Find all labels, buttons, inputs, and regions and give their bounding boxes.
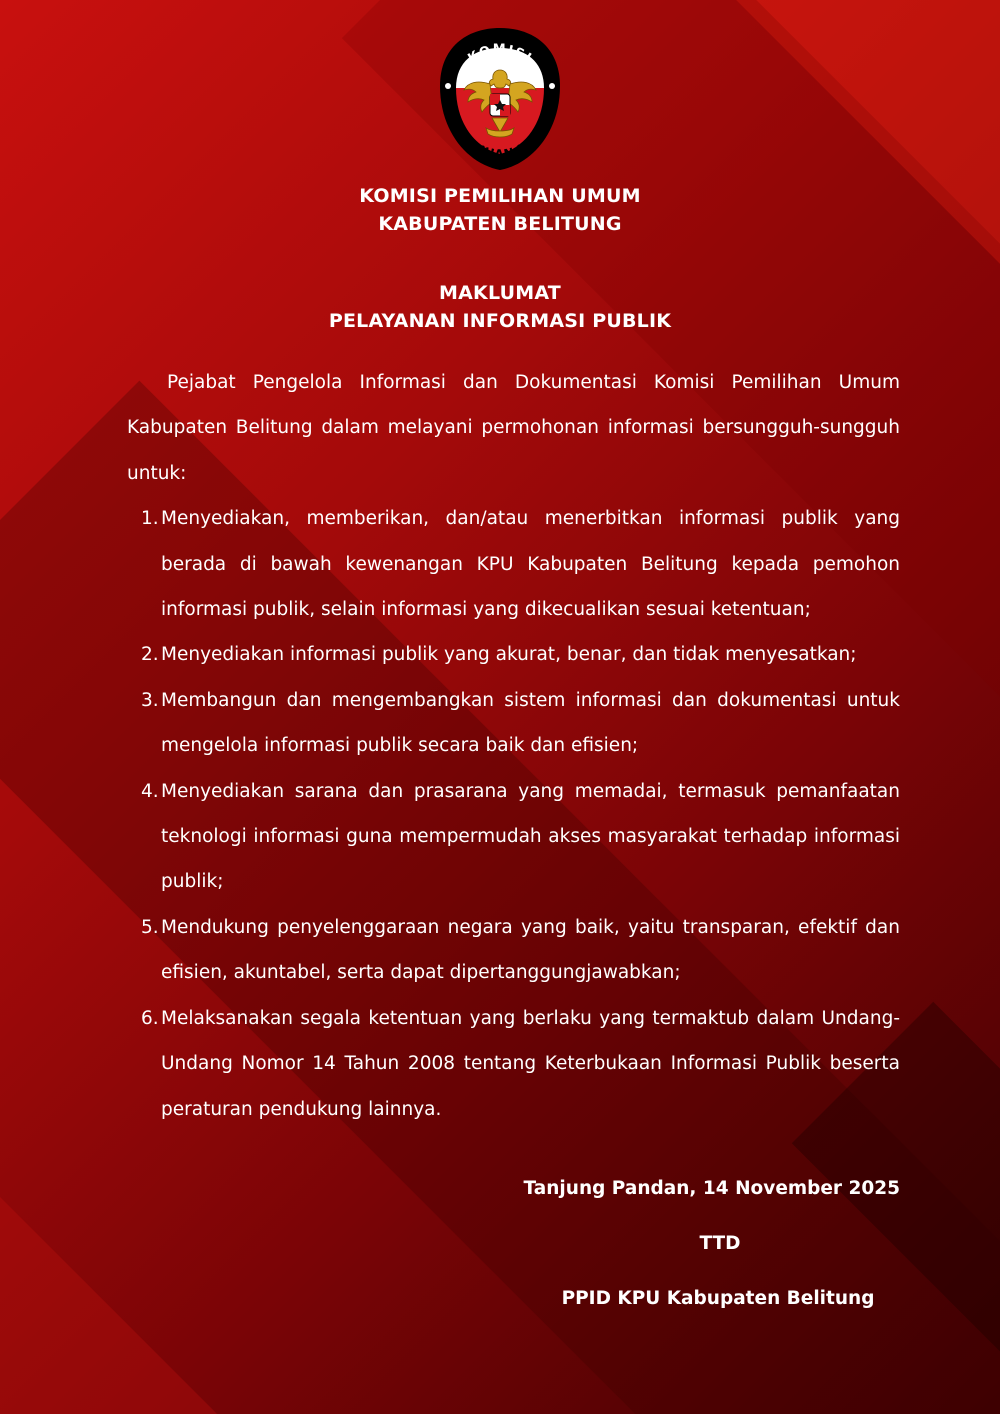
- list-item: [127, 905, 900, 996]
- list-text: Menyediakan informasi publik yang akurat, benar, dan tidak menyesatkan;: [161, 644, 857, 666]
- signature-ttd: TTD: [699, 1233, 741, 1254]
- signature-office: PPID KPU Kabupaten Belitung: [561, 1288, 875, 1309]
- list-item: [127, 678, 900, 769]
- document-body: [127, 360, 900, 1132]
- document-title: MAKLUMAT: [439, 282, 561, 304]
- list-text: Menyediakan, memberikan, dan/atau menerbitkan informasi publik yang berada di bawah kewenangan KPU Kabupaten Belitung kepada pemohon informasi publik, selain informasi yang dikecualikan sesuai ketentuan;: [161, 508, 900, 621]
- emblem-arc-top: KOMISI: [465, 42, 535, 67]
- list-number: 3.: [141, 689, 159, 711]
- org-name-line-2: KABUPATEN BELITUNG: [378, 213, 622, 235]
- list-text: Menyediakan sarana dan prasarana yang memadai, termasuk pemanfaatan teknologi informasi guna mempermudah akses masyarakat terhadap informasi publik;: [161, 780, 900, 893]
- document-subtitle: PELAYANAN INFORMASI PUBLIK: [328, 310, 672, 332]
- list-number: 4.: [141, 780, 159, 802]
- commitment-list: [127, 496, 900, 1132]
- signature-place-date: Tanjung Pandan, 14 November 2025: [523, 1178, 900, 1199]
- list-text: Mendukung penyelenggaraan negara yang baik, yaitu transparan, efektif dan efisien, akuntabel, serta dapat dipertanggungjawabkan;: [161, 916, 900, 984]
- emblem-arc-bottom: PEMILIHAN UMUM: [447, 112, 553, 162]
- list-number: 1.: [141, 508, 159, 530]
- list-item: [127, 496, 900, 632]
- list-number: 5.: [141, 916, 159, 938]
- list-item: [127, 632, 900, 677]
- list-text: Membangun dan mengembangkan sistem informasi dan dokumentasi untuk mengelola informasi publik secara baik dan efisien;: [161, 689, 900, 757]
- list-item: [127, 996, 900, 1132]
- org-name-line-1: KOMISI PEMILIHAN UMUM: [359, 185, 641, 207]
- list-item: [127, 769, 900, 905]
- intro-paragraph: Pejabat Pengelola Informasi dan Dokumentasi Komisi Pemilihan Umum Kabupaten Belitung dalam melayani permohonan informasi bersungguh-sungguh untuk:: [127, 372, 900, 484]
- list-number: 6.: [141, 1007, 159, 1029]
- list-text: Melaksanakan segala ketentuan yang berlaku yang termaktub dalam Undang-Undang Nomor 14 Tahun 2008 tentang Keterbukaan Informasi Publik beserta peraturan pendukung lainnya.: [161, 1007, 900, 1120]
- kpu-emblem-icon: [434, 24, 566, 174]
- list-number: 2.: [141, 644, 159, 666]
